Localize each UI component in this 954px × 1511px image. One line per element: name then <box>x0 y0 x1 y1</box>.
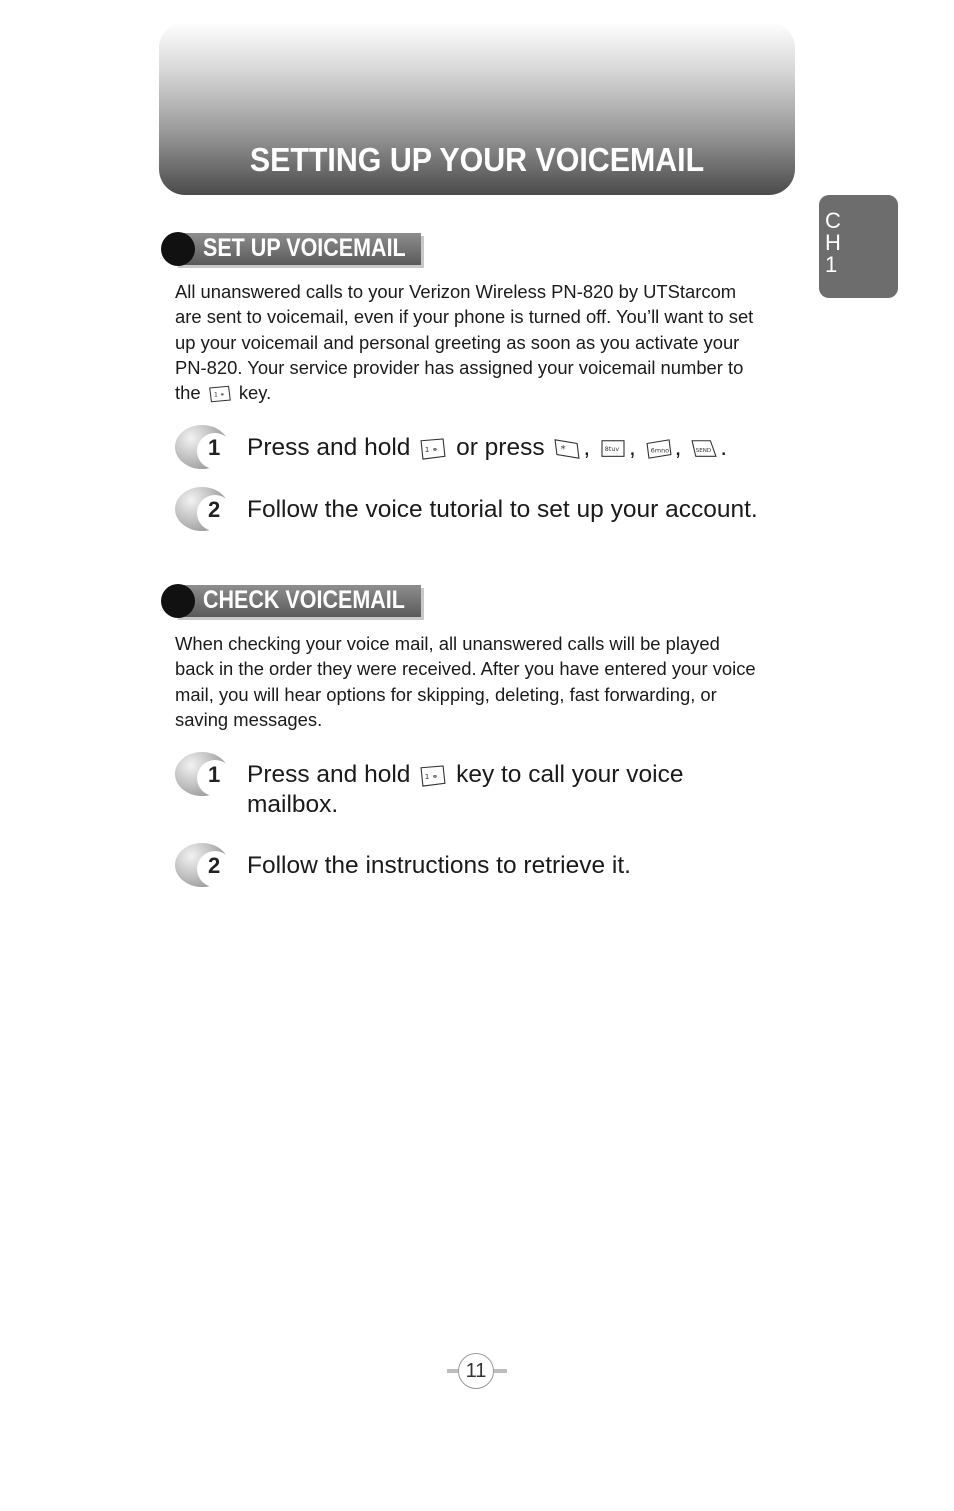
key-1-voicemail-icon <box>419 765 447 787</box>
key-send-icon <box>690 438 718 460</box>
separator: . <box>720 434 728 461</box>
step-2 <box>175 487 815 537</box>
chapter-letter: C <box>825 208 841 233</box>
header-banner <box>159 22 795 195</box>
step-1 <box>175 425 815 475</box>
key-star-icon <box>553 438 581 460</box>
paragraph-line: back in the order they were received. After you have entered your voice <box>175 658 756 680</box>
step-text-part: Press and hold <box>247 761 411 788</box>
svg-text:1 ⚭: 1 ⚭ <box>425 444 439 454</box>
page-title: SETTING UP YOUR VOICEMAIL <box>249 141 705 178</box>
step-badge <box>175 425 231 471</box>
paragraph-line: All unanswered calls to your Verizon Wireless PN-820 by UTStarcom <box>175 281 737 302</box>
svg-text:*: * <box>560 443 567 455</box>
key-1-voicemail-icon <box>419 438 447 460</box>
paragraph-line: When checking your voice mail, all unanswered calls will be played <box>175 633 720 654</box>
step-text-line <box>247 760 807 790</box>
step-badge <box>175 487 231 533</box>
step-number: 1 <box>208 435 221 460</box>
chapter-letter: H <box>825 230 841 255</box>
paragraph-text: the <box>175 382 201 404</box>
step-number: 1 <box>208 762 221 787</box>
step-badge <box>175 752 231 798</box>
step-2 <box>175 843 815 893</box>
page-number <box>447 1352 507 1390</box>
paragraph-text: key. <box>238 382 272 404</box>
key-6-mno-icon <box>645 438 673 460</box>
step-text <box>247 433 807 463</box>
heading-dot <box>161 584 195 618</box>
paragraph-line: up your voicemail and personal greeting as soon as you activate your <box>175 331 740 353</box>
chapter-tab <box>819 195 898 298</box>
svg-text:6mno: 6mno <box>650 446 669 455</box>
step-number: 2 <box>208 853 221 878</box>
step-text: Follow the instructions to retrieve it. <box>247 852 631 879</box>
step-text-part: key to call your voice <box>456 761 684 788</box>
chapter-letter: 1 <box>825 252 838 277</box>
step-number: 2 <box>208 497 221 522</box>
separator: , <box>674 434 682 461</box>
svg-text:SEND: SEND <box>696 447 712 454</box>
key-8-tuv-icon <box>599 438 627 460</box>
step-text-line: mailbox. <box>247 791 339 818</box>
step-text <box>247 760 807 820</box>
step-text-part: Press and hold <box>247 434 411 461</box>
key-1-voicemail-icon <box>208 385 232 403</box>
paragraph-line: PN-820. Your service provider has assigned your voicemail number to <box>175 356 744 378</box>
step-text-part: or press <box>456 434 545 461</box>
separator: , <box>583 434 591 461</box>
step-text: Follow the voice tutorial to set up your account. <box>247 496 758 523</box>
svg-text:1 ⚭: 1 ⚭ <box>425 771 439 781</box>
section-heading-label: CHECK VOICEMAIL <box>203 586 405 614</box>
section-paragraph <box>175 279 799 405</box>
paragraph-line: are sent to voicemail, even if your phone is turned off. You’ll want to set <box>175 306 754 328</box>
heading-dot <box>161 232 195 266</box>
paragraph-line <box>175 380 799 405</box>
section-paragraph <box>175 631 799 732</box>
page-number-label: 11 <box>458 1353 494 1389</box>
step-badge <box>175 843 231 889</box>
paragraph-line: saving messages. <box>175 708 323 730</box>
svg-text:1 ⚭: 1 ⚭ <box>213 391 225 399</box>
paragraph-line: mail, you will hear options for skipping, deleting, fast forwarding, or <box>175 683 717 705</box>
separator: , <box>629 434 636 461</box>
svg-text:8tuv: 8tuv <box>604 444 620 453</box>
step-1 <box>175 752 815 828</box>
section-heading-label: SET UP VOICEMAIL <box>203 234 406 262</box>
